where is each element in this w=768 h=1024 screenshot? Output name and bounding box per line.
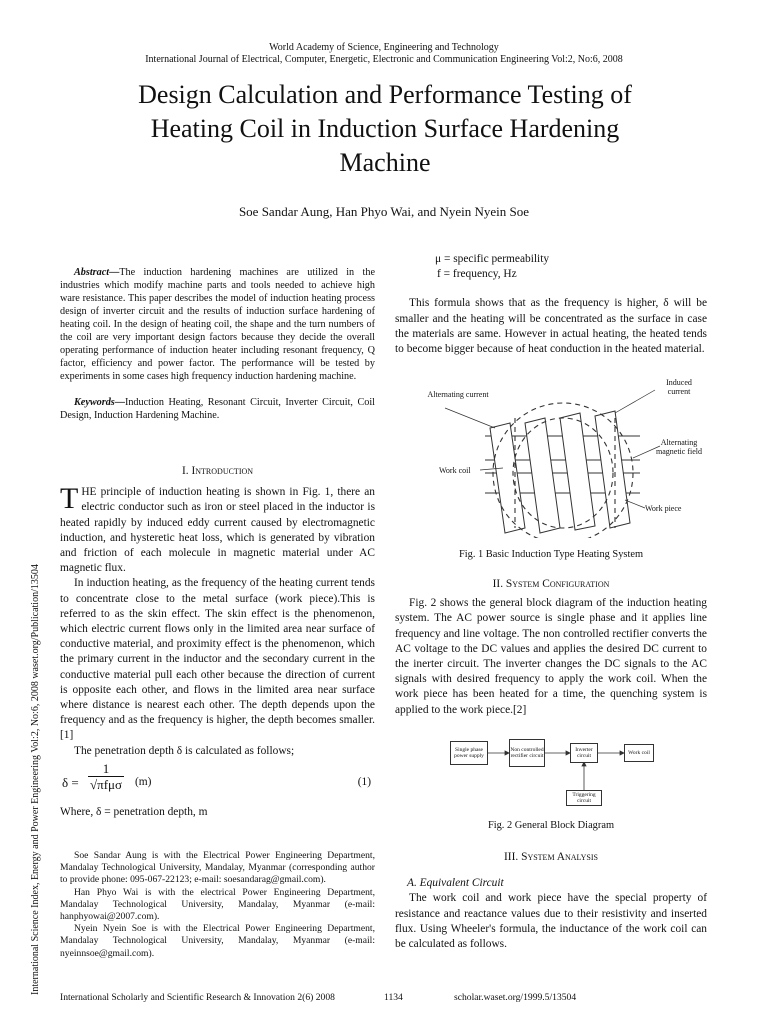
- block-inverter: Inverter circuit: [570, 743, 598, 763]
- journal-society: World Academy of Science, Engineering and Technology: [269, 42, 499, 53]
- drop-cap: T: [60, 482, 79, 516]
- figure-1: [395, 378, 707, 538]
- label-work-piece: Work piece: [645, 504, 682, 513]
- label-alternating-magnetic-field: Alternating magnetic field: [656, 438, 702, 456]
- abstract-dash: —: [109, 267, 120, 278]
- coil-turn-3: [560, 413, 595, 530]
- keywords-text: Induction Heating, Resonant Circuit, Inverter Circuit, Coil Design, Induction Hardening Machine.: [60, 397, 375, 421]
- block-triggering-circuit: Triggering circuit: [566, 790, 602, 806]
- keywords-dash: —: [114, 397, 125, 408]
- section-title: System Configuration: [505, 578, 610, 590]
- abstract: [60, 266, 375, 422]
- authors: Soe Sandar Aung, Han Phyo Wai, and Nyein Nyein Soe: [238, 204, 530, 219]
- intro-paragraph-1: HE principle of induction heating is shown in Fig. 1, there an electric conductor such as iron or steel placed in the inductor is heated rapidly by induced eddy current caused by electromagnetic induction, and hysteretic heat loss, which is generated by vibration and friction of each molecule in magnetic material under AC magnetic flux.: [60, 486, 375, 575]
- footer-url: scholar.waset.org/1999.5/13504: [454, 992, 577, 1003]
- induction-coil-diagram: [395, 378, 707, 538]
- equation-denominator: √πfμσ: [90, 777, 123, 793]
- right-paragraph-3: The work coil and work piece have the special property of resistance and reactance values due to their resistivity and inserted flux. Using Wheeler's formula, the inductance of the work coil can be calculated as follows.: [395, 892, 707, 951]
- right-paragraph-2: Fig. 2 shows the general block diagram of the induction heating system. The AC power source is single phase and it applies line frequency and line voltage. The non controlled rectifier converts the AC voltage to the DC values and applies the desired DC current to the inerter circuit. The inverter changes the DC signals to the AC signals with desired frequency to apply the work coil. When the work piece has been heated for a time, the quenching system is applied to the work piece.[2]: [395, 597, 707, 716]
- right-paragraph-1: This formula shows that as the frequency is higher, δ will be smaller and the heating will be concentrated as the surface in case the materials are same. However in actual heating, the heated tends to become bigger because of heat conduction in the heated material.: [395, 297, 707, 356]
- footnotes: [60, 850, 375, 960]
- footnote-1: Soe Sandar Aung is with the Electrical Power Engineering Department, Mandalay Technological University, Mandalay, Myanmar (corresponding author to provide phone: 095-067-22123; e-mail: soesandarag@gmail.com).: [60, 850, 375, 886]
- section-title: System Analysis: [521, 851, 598, 863]
- footer-citation: International Scholarly and Scientific Research & Innovation 2(6) 2008: [60, 992, 335, 1003]
- title-line-1: Design Calculation and Performance Testing of: [138, 80, 632, 109]
- section-heading-system-analysis: [395, 850, 707, 865]
- subsection-equivalent-circuit: A. Equivalent Circuit: [407, 877, 504, 890]
- section-title: Introduction: [191, 465, 254, 477]
- intro-section: [60, 464, 375, 820]
- where-line: Where, δ = penetration depth, m: [60, 805, 208, 818]
- section-3: [395, 850, 707, 952]
- intro-paragraph-2: In induction heating, as the frequency of the heating current tends to concentrate close to the metal surface (work piece).This is referred to as the skin effect. The skin effect is the phenomenon, which electric current flows only in the limited area near surface of conductive material, and proximity effect is the phenomenon, which the primary current in the inductor and the secondary current in the conductive material pull each other because the direction of current is opposite each other, and flows in the limited area near surface where distance is nearest each other. The depth depends upon the frequency and as the frequency is higher, the depth becomes smaller. [1]: [60, 577, 375, 742]
- title-line-3: Machine: [339, 148, 431, 177]
- paper-title: [60, 78, 710, 180]
- figure-2: [395, 738, 707, 810]
- coil-turn-2: [525, 418, 560, 533]
- mu-definition: μ = specific permeability: [435, 253, 550, 265]
- keywords-label: Keywords: [74, 397, 115, 408]
- section-heading-introduction: [60, 464, 375, 479]
- abstract-text: The induction hardening machines are utilized in the industries which modify machine parts and tools needed to achieve high ware resistance. This paper describes the model of induction heating process design of inverter circuit and the results of induction surface hardening of heating coil. In the design of heating coil, the shape and the turn numbers of the coil are very important design factors because they decide the overall operating performance of induction heater including resonant frequency, Q factor, efficiency and power factor. The performance will be tested by experiments in some cases high frequency induction hardening machine.: [60, 267, 375, 382]
- section-number: II.: [492, 578, 504, 590]
- right-top: [395, 252, 707, 357]
- equation-numerator: 1: [102, 760, 110, 776]
- section-number: I.: [181, 465, 189, 477]
- block-power-supply: Single phase power supply: [450, 741, 488, 765]
- figure-2-caption: Fig. 2 General Block Diagram: [487, 820, 615, 831]
- equation-unit: (m): [135, 775, 152, 788]
- equation-1: [60, 761, 375, 803]
- block-diagram-arrows: [395, 738, 707, 810]
- footer-page-number: 1134: [384, 992, 403, 1003]
- block-work-coil: Work coil: [624, 744, 654, 762]
- equation-number: (1): [357, 775, 371, 788]
- section-2: [395, 577, 707, 718]
- section-heading-system-configuration: [395, 577, 707, 592]
- footnote-2: Han Phyo Wai is with the electrical Power Engineering Department, Mandalay Technological University, Mandalay, Myanmar (e-mail: hanphyowai@2007.com).: [60, 886, 375, 923]
- intro-paragraph-3: The penetration depth δ is calculated as follows;: [74, 744, 295, 757]
- journal-name: International Journal of Electrical, Computer, Energetic, Electronic and Communication Engineering Vol:2, No:6, 2008: [145, 54, 623, 65]
- f-definition: f = frequency, Hz: [437, 268, 517, 281]
- block-rectifier: Non controlled rectifier circuit: [509, 739, 545, 767]
- equation-lhs: δ =: [62, 774, 79, 790]
- figure-1-caption: Fig. 1 Basic Induction Type Heating System: [458, 549, 644, 560]
- pointer-alternating-current: [445, 408, 495, 428]
- section-number: III.: [504, 851, 519, 863]
- equation-fraction: [88, 761, 124, 792]
- pointer-induced-current: [615, 390, 655, 413]
- sidebar-index-text: International Science Index, Energy and Power Engineering Vol:2, No:6, 2008 waset.org/Publication/13504: [30, 564, 41, 995]
- footnote-3: Nyein Nyein Soe is with the Electrical Power Engineering Department, Mandalay Technological University, Mandalay, Myanmar (e-mail: nyeinnsoe@gmail.com).: [60, 923, 375, 959]
- title-line-2: Heating Coil in Induction Surface Hardening: [150, 114, 620, 143]
- abstract-label: Abstract: [74, 267, 110, 278]
- label-work-coil: Work coil: [439, 466, 471, 475]
- label-alternating-current: Alternating current: [427, 390, 489, 399]
- label-induced-current: Induced current: [666, 378, 692, 396]
